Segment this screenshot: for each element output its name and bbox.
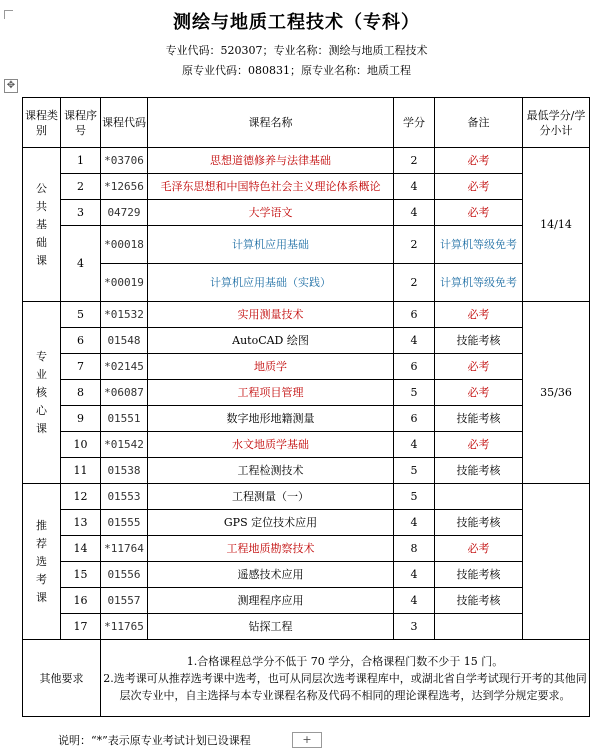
major-code-line: 专业代码：520307；专业名称：测绘与地质工程技术: [165, 44, 428, 57]
table-row: [23, 588, 590, 614]
row-code: *01532: [101, 302, 148, 328]
row-seq: 1: [61, 148, 101, 174]
row-code: 01548: [101, 328, 148, 354]
row-code: *06087: [101, 380, 148, 406]
row-code: *11764: [101, 536, 148, 562]
row-credit: 6: [394, 302, 435, 328]
row-credit: 4: [394, 588, 435, 614]
row-note: 必考: [435, 148, 523, 174]
row-code: *03706: [101, 148, 148, 174]
header-note: 备注: [435, 98, 523, 148]
original-major-line: 原专业代码：080831；原专业名称：地质工程: [182, 64, 411, 77]
row-credit: 4: [394, 432, 435, 458]
row-code: 04729: [101, 200, 148, 226]
row-seq: 16: [61, 588, 101, 614]
row-credit: 4: [394, 200, 435, 226]
row-note: 技能考核: [435, 328, 523, 354]
requirement-item: 1.合格课程总学分不低于 70 学分，合格课程门数不少于 15 门。: [186, 654, 504, 668]
row-seq: 6: [61, 328, 101, 354]
row-seq: 17: [61, 614, 101, 640]
row-seq: 2: [61, 174, 101, 200]
header-code: 课程代码: [101, 98, 148, 148]
row-code: *11765: [101, 614, 148, 640]
row-code: *00018: [101, 226, 148, 264]
row-name: 工程测量（一）: [148, 484, 394, 510]
row-name: 毛泽东思想和中国特色社会主义理论体系概论: [148, 174, 394, 200]
row-credit: 5: [394, 458, 435, 484]
row-name: 工程项目管理: [148, 380, 394, 406]
row-name: 计算机应用基础（实践）: [148, 264, 394, 302]
row-credit: 6: [394, 354, 435, 380]
table-row: [23, 174, 590, 200]
row-seq: 5: [61, 302, 101, 328]
table-row: [23, 380, 590, 406]
row-code: *01542: [101, 432, 148, 458]
row-name: 思想道德修养与法律基础: [148, 148, 394, 174]
row-name: 大学语文: [148, 200, 394, 226]
row-credit: 2: [394, 264, 435, 302]
row-name: 测理程序应用: [148, 588, 394, 614]
header-min-credit: 最低学分/学分小计: [523, 98, 590, 148]
row-name: 地质学: [148, 354, 394, 380]
row-seq: 4: [61, 226, 101, 302]
row-name: 数字地形地籍测量: [148, 406, 394, 432]
row-credit: 4: [394, 510, 435, 536]
row-seq: 7: [61, 354, 101, 380]
row-credit: 8: [394, 536, 435, 562]
table-row: [23, 226, 590, 264]
row-note: 必考: [435, 536, 523, 562]
category-public: 公 共 基 础 课: [23, 148, 61, 302]
row-seq: 8: [61, 380, 101, 406]
category-core: 专 业 核 心 课: [23, 302, 61, 484]
table-row: [23, 406, 590, 432]
row-code: 01553: [101, 484, 148, 510]
row-code: *12656: [101, 174, 148, 200]
other-requirements-text: [101, 640, 590, 717]
row-code: *00019: [101, 264, 148, 302]
row-code: 01551: [101, 406, 148, 432]
row-name: AutoCAD 绘图: [148, 328, 394, 354]
row-note: 必考: [435, 380, 523, 406]
row-seq: 11: [61, 458, 101, 484]
table-row: [23, 148, 590, 174]
min-credit-public: 14/14: [523, 148, 590, 302]
row-note: [435, 614, 523, 640]
table-row: [23, 432, 590, 458]
other-requirements-label: 其他要求: [23, 640, 101, 717]
page-title: 测绘与地质工程技术（专科）: [173, 12, 420, 33]
row-name: 工程检测技术: [148, 458, 394, 484]
row-seq: 10: [61, 432, 101, 458]
header-category: 课程类别: [23, 98, 61, 148]
row-code: 01555: [101, 510, 148, 536]
row-credit: 2: [394, 148, 435, 174]
row-seq: 15: [61, 562, 101, 588]
row-seq: 14: [61, 536, 101, 562]
row-credit: 5: [394, 484, 435, 510]
row-name: 实用测量技术: [148, 302, 394, 328]
table-row: [23, 264, 590, 302]
category-elective: 推 荐 选 考 课: [23, 484, 61, 640]
row-credit: 4: [394, 174, 435, 200]
course-table: [22, 97, 590, 717]
row-seq: 12: [61, 484, 101, 510]
row-credit: 4: [394, 562, 435, 588]
row-name: 工程地质勘察技术: [148, 536, 394, 562]
row-note: 技能考核: [435, 406, 523, 432]
row-seq: 3: [61, 200, 101, 226]
row-name: GPS 定位技术应用: [148, 510, 394, 536]
min-credit-elective: [523, 484, 590, 640]
row-code: *02145: [101, 354, 148, 380]
table-row: [23, 328, 590, 354]
table-row: [23, 484, 590, 510]
footnote: 说明：“*”表示原专业考试计划已设课程: [58, 734, 251, 747]
row-name: 钻探工程: [148, 614, 394, 640]
row-note: 技能考核: [435, 562, 523, 588]
row-name: 计算机应用基础: [148, 226, 394, 264]
row-credit: 3: [394, 614, 435, 640]
row-note: 必考: [435, 200, 523, 226]
header-seq: 课程序号: [61, 98, 101, 148]
row-note: 计算机等级免考: [435, 264, 523, 302]
table-row: [23, 458, 590, 484]
row-code: 01557: [101, 588, 148, 614]
table-row: [23, 354, 590, 380]
row-note: 必考: [435, 354, 523, 380]
row-credit: 6: [394, 406, 435, 432]
min-credit-core: 35/36: [523, 302, 590, 484]
row-name: 遥感技术应用: [148, 562, 394, 588]
row-credit: 2: [394, 226, 435, 264]
row-credit: 5: [394, 380, 435, 406]
row-code: 01538: [101, 458, 148, 484]
row-note: 计算机等级免考: [435, 226, 523, 264]
table-row: [23, 614, 590, 640]
header-name: 课程名称: [148, 98, 394, 148]
row-code: 01556: [101, 562, 148, 588]
row-seq: 9: [61, 406, 101, 432]
table-row: [23, 536, 590, 562]
row-note: 技能考核: [435, 510, 523, 536]
row-note: 技能考核: [435, 588, 523, 614]
row-seq: 13: [61, 510, 101, 536]
row-note: 必考: [435, 432, 523, 458]
row-note: 必考: [435, 174, 523, 200]
header-credit: 学分: [394, 98, 435, 148]
row-note: [435, 484, 523, 510]
requirement-item: 2.选考课可从推荐选考课中选考，也可从同层次选考课程库中，或湖北省自学考试现行开考的其他同层次专业中，自主选择与本专业课程名称及代码不相同的理论课程选考，达到学分规定要求。: [103, 671, 587, 702]
row-note: 技能考核: [435, 458, 523, 484]
table-row: [23, 302, 590, 328]
add-row-button[interactable]: +: [292, 732, 322, 748]
table-row: [23, 200, 590, 226]
row-name: 水文地质学基础: [148, 432, 394, 458]
table-row: [23, 562, 590, 588]
table-move-handle-icon[interactable]: ✥: [4, 79, 18, 93]
table-row: [23, 510, 590, 536]
other-requirements-row: [23, 640, 590, 717]
row-credit: 4: [394, 328, 435, 354]
table-header-row: [23, 98, 590, 148]
row-note: 必考: [435, 302, 523, 328]
